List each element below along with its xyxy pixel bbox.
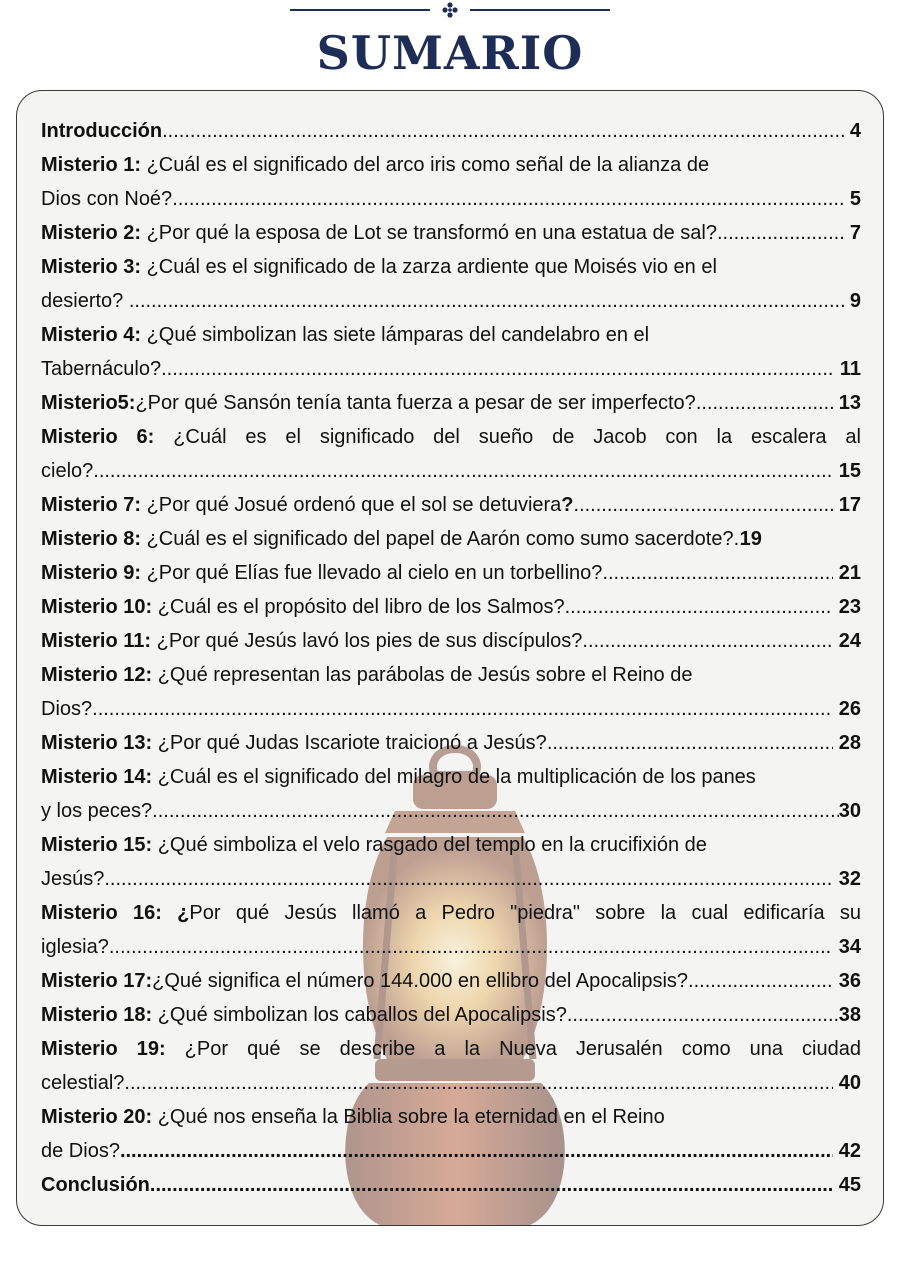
toc-entry-misterio-18[interactable] xyxy=(41,998,861,1032)
page-number: 34 xyxy=(838,936,861,958)
entry-question-mark: ? xyxy=(561,494,574,516)
page-number: 4 xyxy=(849,120,861,142)
entry-label: Misterio 12: xyxy=(41,664,153,686)
entry-question: ¿Qué significa el número 144.000 en ellibro del Apocalipsis? xyxy=(152,970,689,992)
entry-question-cont: Dios? xyxy=(41,698,93,720)
entry-label: Misterio 17: xyxy=(41,970,153,992)
entry-question: ¿Cuál es el significado del papel de Aarón como sumo sacerdote? xyxy=(141,528,734,550)
entry-question: ¿Cuál es el propósito del libro de los Salmos? xyxy=(152,596,565,618)
toc-entry-misterio-7[interactable] xyxy=(41,488,861,522)
page-number: 11 xyxy=(839,358,861,380)
entry-question-cont: Tabernáculo? xyxy=(41,358,162,380)
toc-entry-misterio-15[interactable] xyxy=(41,828,861,896)
page-number: 17 xyxy=(838,494,861,516)
entry-question-cont: Jesús? xyxy=(41,868,105,890)
entry-question-cont: iglesia? xyxy=(41,936,109,958)
entry-question: ¿Qué representan las parábolas de Jesús sobre el Reino de xyxy=(152,664,693,686)
entry-question-cont: desierto? . xyxy=(41,290,135,312)
entry-label: Misterio 14: xyxy=(41,766,153,788)
table-of-contents-panel xyxy=(16,90,884,1226)
toc-entry-misterio-10[interactable] xyxy=(41,590,861,624)
toc-entry-misterio-1[interactable] xyxy=(41,148,861,216)
entry-label: Misterio 8: xyxy=(41,528,142,550)
toc-list xyxy=(41,114,861,1202)
toc-entry-misterio-3[interactable] xyxy=(41,250,861,318)
toc-entry-misterio-5[interactable] xyxy=(41,386,861,420)
entry-label: Misterio 16: xyxy=(41,902,162,924)
entry-label: Misterio 15: xyxy=(41,834,153,856)
entry-label: Misterio 11: xyxy=(41,630,152,652)
page-number: 38 xyxy=(838,1004,861,1026)
page-number: 19 xyxy=(739,528,762,550)
toc-entry-misterio-13[interactable] xyxy=(41,726,861,760)
entry-question: ¿Por qué Judas Iscariote traicionó a Jesús? xyxy=(152,732,547,754)
entry-question: ¿Por qué se describe a la Nueva Jerusalén como una ciudad xyxy=(165,1038,861,1060)
entry-label: Misterio5: xyxy=(41,392,136,414)
entry-label: Misterio 4: xyxy=(41,324,142,346)
entry-question-cont: cielo? xyxy=(41,460,94,482)
page-number: 13 xyxy=(838,392,861,414)
toc-entry-misterio-8[interactable] xyxy=(41,522,861,556)
entry-label: Misterio 3: xyxy=(41,256,142,278)
entry-label: Introducción xyxy=(41,120,163,142)
toc-entry-introduccion[interactable] xyxy=(41,114,861,148)
page-number: 21 xyxy=(838,562,861,584)
toc-entry-misterio-20[interactable] xyxy=(41,1100,861,1168)
entry-question-mark: ¿ xyxy=(161,902,190,924)
page-title: SUMARIO xyxy=(316,26,584,80)
page-number: 5 xyxy=(849,188,861,210)
page-number: 45 xyxy=(838,1174,861,1196)
entry-question: ¿Por qué Josué ordenó que el sol se detuviera xyxy=(141,494,562,516)
page-number: 26 xyxy=(838,698,861,720)
entry-question: ¿Por qué la esposa de Lot se transformó en una estatua de sal? xyxy=(141,222,717,244)
page-number: 40 xyxy=(838,1072,861,1094)
toc-entry-misterio-19[interactable] xyxy=(41,1032,861,1100)
toc-entry-misterio-11[interactable] xyxy=(41,624,861,658)
page-number: 42 xyxy=(838,1140,861,1162)
entry-label: Misterio 13: xyxy=(41,732,153,754)
page-number: 24 xyxy=(838,630,861,652)
page-number: 36 xyxy=(838,970,861,992)
entry-question-cont: de Dios? xyxy=(41,1140,120,1162)
toc-entry-misterio-9[interactable] xyxy=(41,556,861,590)
entry-label: Misterio 2: xyxy=(41,222,142,244)
toc-entry-misterio-6[interactable] xyxy=(41,420,861,488)
entry-label: Misterio 7: xyxy=(41,494,142,516)
page-number: 15 xyxy=(838,460,861,482)
entry-question: ¿Por qué Elías fue llevado al cielo en un torbellino? xyxy=(141,562,603,584)
page-number: 30 xyxy=(838,800,861,822)
toc-entry-misterio-4[interactable] xyxy=(41,318,861,386)
toc-entry-misterio-16[interactable] xyxy=(41,896,861,964)
toc-entry-misterio-12[interactable] xyxy=(41,658,861,726)
entry-question: ¿Cuál es el significado del sueño de Jacob con la escalera al xyxy=(154,426,861,448)
entry-label: Misterio 6: xyxy=(41,426,155,448)
entry-question: ¿Cuál es el significado de la zarza ardiente que Moisés vio en el xyxy=(141,256,717,278)
page-number: 28 xyxy=(838,732,861,754)
entry-label: Misterio 20: xyxy=(41,1106,153,1128)
toc-entry-conclusion[interactable] xyxy=(41,1168,861,1202)
entry-question: ¿Por qué Jesús lavó los pies de sus discípulos? xyxy=(151,630,583,652)
entry-question: ¿Qué simbolizan las siete lámparas del candelabro en el xyxy=(141,324,650,346)
entry-label: Misterio 1: xyxy=(41,154,142,176)
entry-label: Misterio 19: xyxy=(41,1038,166,1060)
toc-entry-misterio-14[interactable] xyxy=(41,760,861,828)
entry-question: Por qué Jesús llamó a Pedro "piedra" sobre la cual edificaría su xyxy=(189,902,861,924)
entry-question-cont: celestial? xyxy=(41,1072,125,1094)
entry-label: Conclusión xyxy=(41,1174,150,1196)
entry-label: Misterio 18: xyxy=(41,1004,153,1026)
page-number: 9 xyxy=(849,290,861,312)
entry-label: Misterio 9: xyxy=(41,562,142,584)
entry-question: ¿Cuál es el significado del milagro de la multiplicación de los panes xyxy=(152,766,756,788)
entry-question: ¿Qué simbolizan los caballos del Apocalipsis? xyxy=(152,1004,567,1026)
page-number: 32 xyxy=(838,868,861,890)
entry-question: ¿Qué nos enseña la Biblia sobre la eternidad en el Reino xyxy=(152,1106,665,1128)
entry-question-cont: y los peces? xyxy=(41,800,153,822)
page-number: 7 xyxy=(849,222,861,244)
toc-entry-misterio-2[interactable] xyxy=(41,216,861,250)
page-number: 23 xyxy=(838,596,861,618)
entry-question: ¿Por qué Sansón tenía tanta fuerza a pesar de ser imperfecto? xyxy=(135,392,696,414)
toc-entry-misterio-17[interactable] xyxy=(41,964,861,998)
entry-question: ¿Qué simboliza el velo rasgado del templo en la crucifixión de xyxy=(152,834,707,856)
entry-question: ¿Cuál es el significado del arco iris como señal de la alianza de xyxy=(141,154,710,176)
entry-label: Misterio 10: xyxy=(41,596,153,618)
entry-question-cont: Dios con Noé? xyxy=(41,188,173,210)
fleuron-divider-icon xyxy=(290,2,610,18)
